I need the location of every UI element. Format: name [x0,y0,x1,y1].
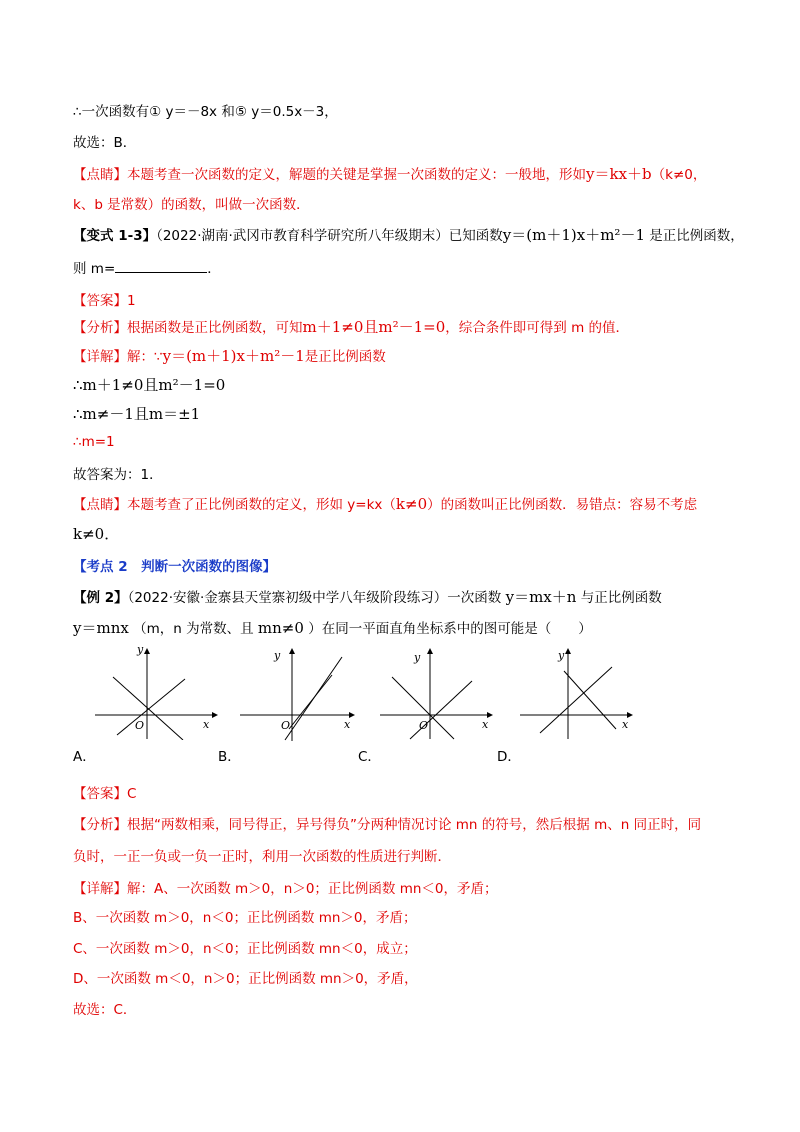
line-answer-2: 【答案】C [73,786,137,802]
line-example-body: y＝mnx （m，n 为常数、且 mn≠0 ）在同一平面直角坐标系中的图可能是（ ） [73,619,592,637]
line-variant-blank: 则 m= ． [73,261,221,277]
option-c-label: C． [358,749,381,765]
y-label: y [414,651,421,664]
line-2 [289,675,332,729]
line-detail-1: 【详解】解：∵y＝(m＋1)x＋m²－1是正比例函数 [73,347,386,365]
option-d-label: D． [497,749,521,765]
line-1 [113,677,183,740]
line-detail-b: B、一次函数 m＞0，n＜0；正比例函数 mn＞0，矛盾； [73,910,417,926]
line-detail-4: ∴m=1 [73,434,115,450]
line-analysis: 【分析】根据函数是正比例函数，可知m＋1≠0且m²－1=0，综合条件即可得到 m 的值． [73,318,630,336]
y-label: y [137,645,144,656]
line-choice-b: 故选：B． [73,135,137,151]
line-detail-d: D、一次函数 m＜0，n＞0；正比例函数 mn＞0，矛盾， [73,971,418,987]
y-label: y [558,649,565,662]
graph-a [95,645,225,740]
line-note-2: k、b 是常数）的函数，叫做一次函数． [73,197,310,213]
line-analysis-2b: 负时，一正一负或一负一正时，利用一次函数的性质进行判断． [73,849,451,865]
line-detail-3: ∴m≠－1且m＝±1 [73,405,201,423]
line-2 [540,667,612,733]
x-label: x [344,718,351,731]
option-b-label: B． [218,749,241,765]
x-label: x [482,718,489,731]
x-label: x [622,718,629,731]
graph-b [240,645,365,745]
origin-label: O [135,719,145,732]
y-label: y [274,649,281,662]
line-final-answer: 故答案为：1． [73,467,163,483]
line-note-4: k≠0． [73,525,120,543]
line-detail-c: C、一次函数 m＞0，n＜0；正比例函数 mn＜0，成立； [73,941,417,957]
option-a-label: A． [73,749,96,765]
x-label: x [203,718,210,731]
line-example-title: 【例 2】（2022·安徽·金寨县天堂寨初级中学八年级阶段练习）一次函数 y＝mx＋n 与正比例函数 [73,588,662,606]
line-detail-a: 【详解】解：A、一次函数 m＞0，n＞0；正比例函数 mn＜0，矛盾； [73,881,498,897]
line-answer: 【答案】1 [73,293,136,309]
line-note-3: 【点睛】本题考查了正比例函数的定义，形如 y=kx（k≠0）的函数叫正比例函数．易错点：容易不考虑 [73,495,698,513]
line-2 [117,679,185,735]
line-analysis-2a: 【分析】根据“两数相乘，同号得正，异号得负”分两种情况讨论 mn 的符号，然后根据 m、n 同正时，同 [73,817,702,833]
answer-blank [115,260,207,273]
graph-d [520,645,645,740]
line-variant-title: 【变式 1-3】（2022·湖南·武冈市教育科学研究所八年级期末）已知函数y＝(m＋1)x＋m²－1 是正比例函数， [73,226,744,244]
line-detail-2: ∴m＋1≠0且m²－1=0 [73,376,226,394]
section-heading: 【考点 2 判断一次函数的图像】 [73,559,277,575]
origin-label: O [419,719,429,732]
graph-c [380,645,500,740]
line-note-1: 【点睛】本题考查一次函数的定义，解题的关键是掌握一次函数的定义：一般地，形如y＝kx＋b（k≠0， [73,165,707,183]
origin-label: O [281,719,291,732]
line-conclusion: ∴一次函数有① y＝－8x 和⑤ y＝0.5x－3， [73,104,338,120]
line-1 [564,671,616,729]
line-final-choice: 故选：C． [73,1002,137,1018]
